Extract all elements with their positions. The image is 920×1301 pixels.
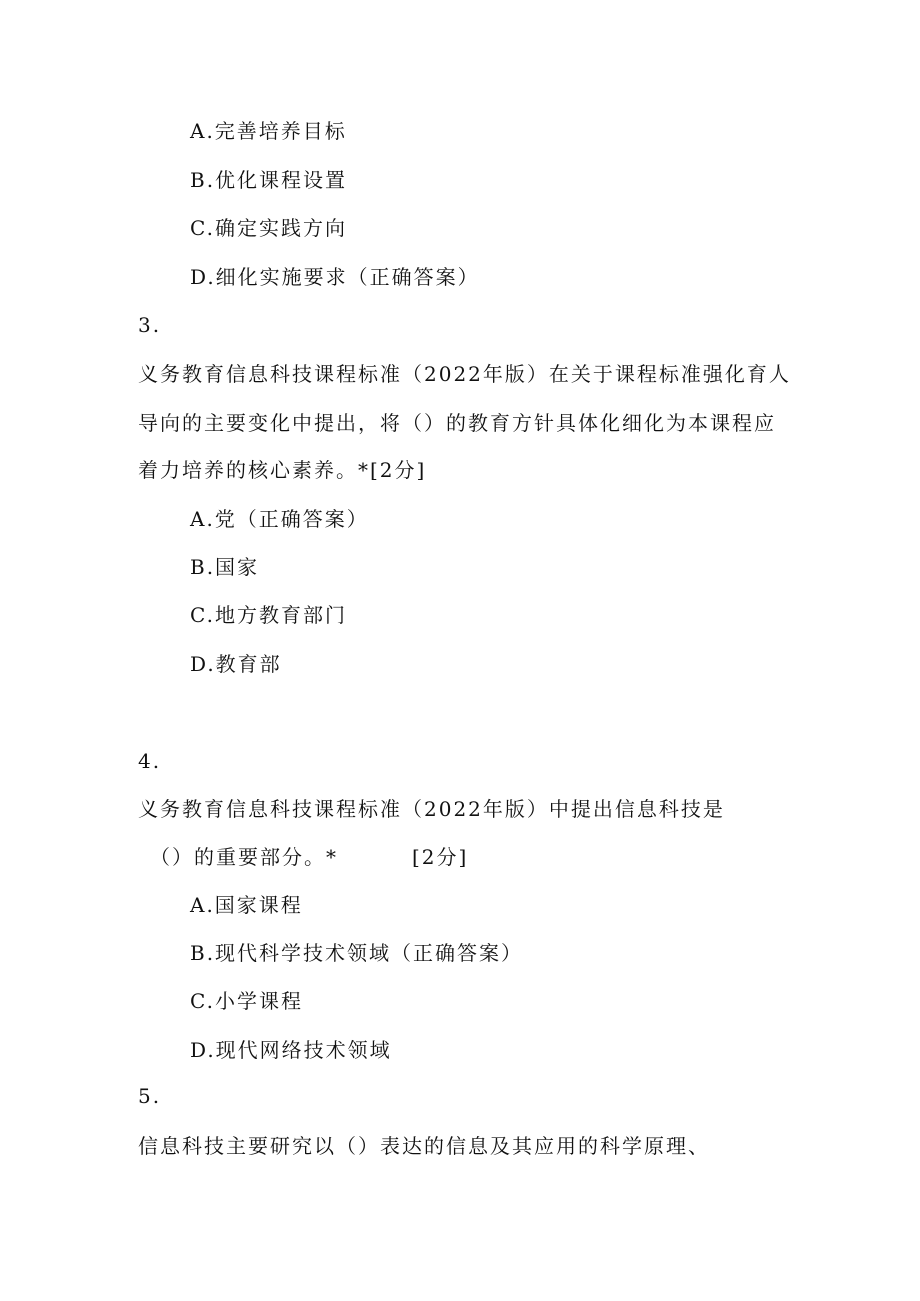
q3-stem-line-1: 义务教育信息科技课程标准（2022年版）在关于课程标准强化育人 bbox=[138, 362, 791, 386]
q4-number: 4. bbox=[138, 749, 162, 773]
q4-option-b: B.现代科学技术领域（正确答案） bbox=[190, 941, 524, 965]
q3-number: 3. bbox=[138, 313, 162, 337]
q4-stem-line-1: 义务教育信息科技课程标准（2022年版）中提出信息科技是 bbox=[138, 797, 725, 821]
q4-score: [2分] bbox=[412, 845, 469, 869]
q4-stem-line-2: （）的重要部分。* bbox=[150, 845, 338, 869]
q4-option-d: D.现代网络技术领域 bbox=[190, 1038, 392, 1062]
q5-number: 5. bbox=[138, 1084, 162, 1108]
q3-option-c: C.地方教育部门 bbox=[190, 603, 347, 627]
q5-stem-line-1: 信息科技主要研究以（）表达的信息及其应用的科学原理、 bbox=[138, 1134, 710, 1158]
q3-option-a: A.党（正确答案） bbox=[190, 507, 369, 531]
q2-option-b: B.优化课程设置 bbox=[190, 168, 348, 192]
q2-option-c: C.确定实践方向 bbox=[190, 216, 347, 240]
q3-option-d: D.教育部 bbox=[190, 652, 282, 676]
q3-stem-line-3: 着力培养的核心素养。*[2分] bbox=[138, 458, 427, 482]
q3-stem-line-2: 导向的主要变化中提出，将（）的教育方针具体化细化为本课程应 bbox=[138, 411, 776, 435]
q3-option-b: B.国家 bbox=[190, 555, 260, 579]
q4-option-c: C.小学课程 bbox=[190, 989, 303, 1013]
q2-option-d: D.细化实施要求（正确答案） bbox=[190, 265, 480, 289]
q4-option-a: A.国家课程 bbox=[190, 893, 303, 917]
q2-option-a: A.完善培养目标 bbox=[190, 119, 347, 143]
